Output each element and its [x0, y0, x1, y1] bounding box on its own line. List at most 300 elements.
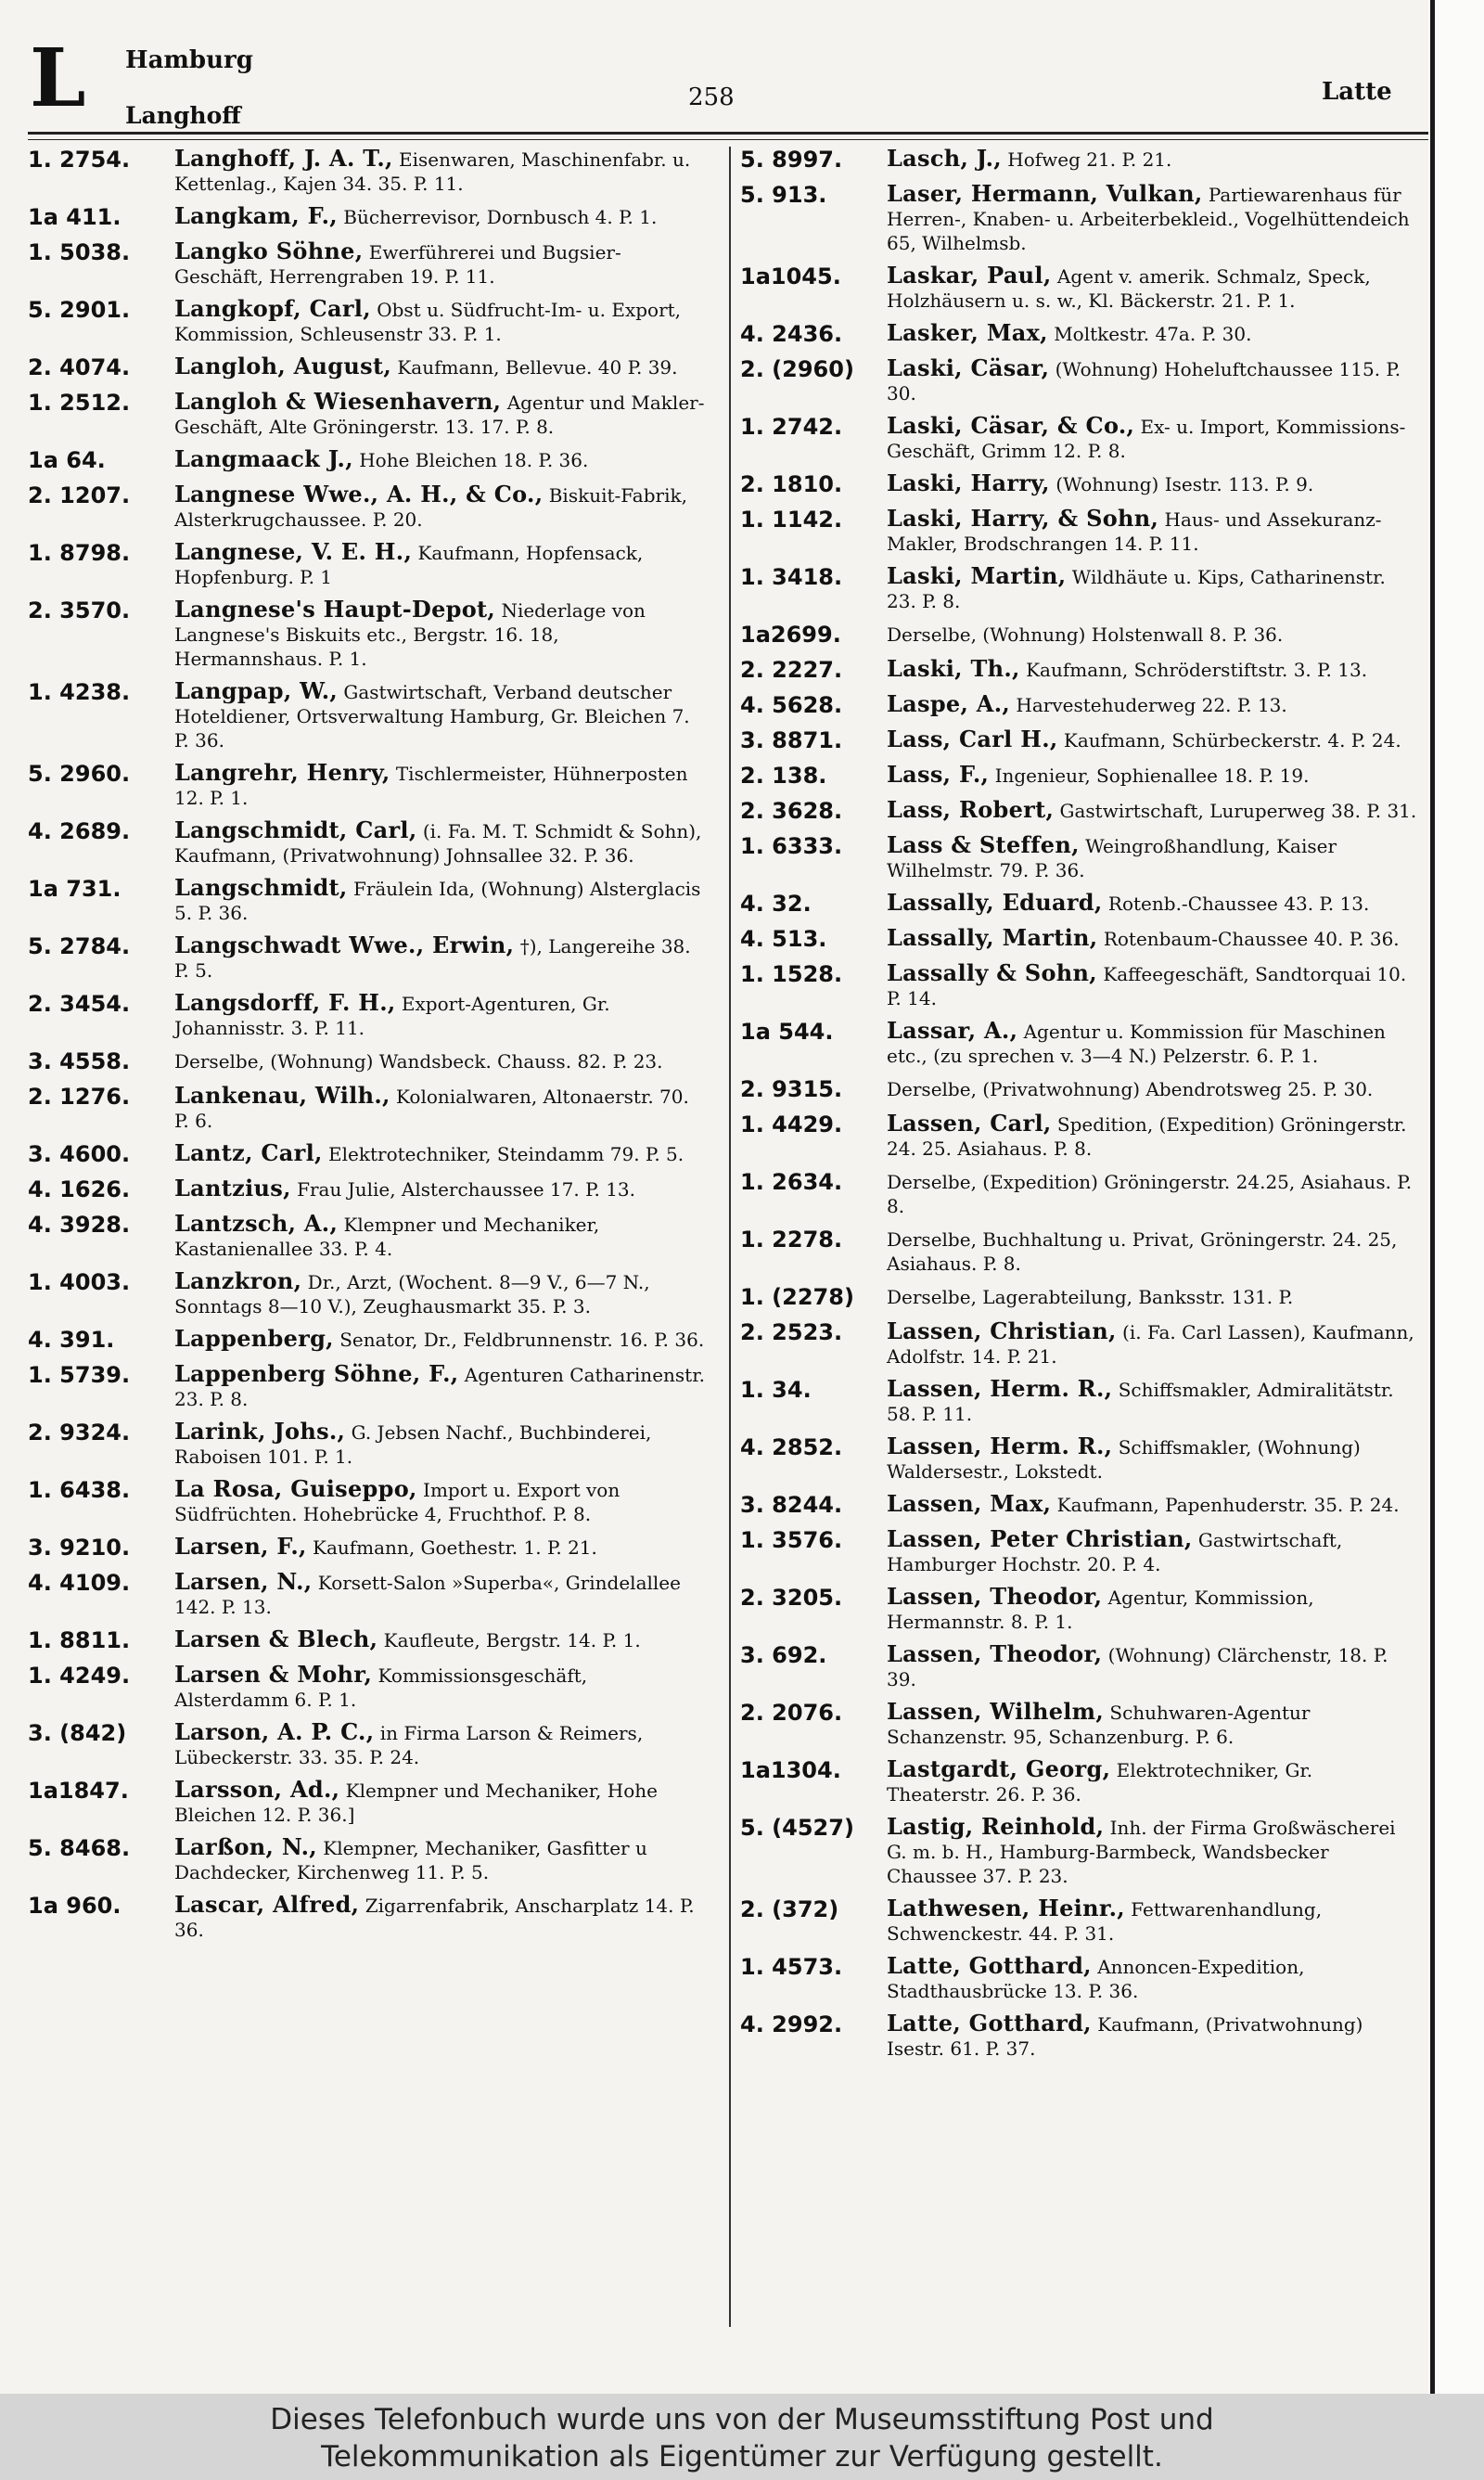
entry-name: Lassally, Eduard, [887, 889, 1103, 916]
entry-description: Kommissionsgeschäft, Alsterdamm 6. P. 1. [174, 1664, 588, 1711]
entry-name: Lassen, Wilhelm, [887, 1698, 1105, 1725]
entry-name: Lantzsch, A., [174, 1210, 339, 1237]
directory-entry [740, 1492, 1426, 1519]
directory-entry [28, 818, 714, 867]
entry-details [887, 961, 1426, 1010]
footer-notice [0, 2394, 1484, 2480]
entry-name: Langsdorff, F. H., [174, 989, 396, 1016]
entry-name: Laser, Hermann, Vulkan, [887, 180, 1203, 207]
entry-name: Lathwesen, Heinr., [887, 1895, 1125, 1921]
directory-entry [740, 182, 1426, 255]
entry-name: Lassen, Theodor, [887, 1640, 1103, 1667]
directory-entry [740, 1284, 1426, 1311]
directory-entry [28, 1835, 714, 1884]
directory-entry [28, 297, 714, 346]
directory-entry [740, 727, 1426, 754]
entry-details [887, 182, 1426, 255]
directory-entry [740, 2011, 1426, 2061]
entry-details [887, 692, 1426, 719]
entry-details [887, 1112, 1426, 1161]
directory-entry [740, 692, 1426, 719]
directory-entry [28, 933, 714, 983]
entry-name: Laspe, A., [887, 690, 1011, 717]
entry-details [887, 1642, 1426, 1691]
entry-name: Lastgardt, Georg, [887, 1755, 1111, 1782]
phone-number: 3. 4558. [28, 1048, 131, 1074]
phone-number: 2. (372) [740, 1896, 839, 1922]
entry-details [887, 263, 1426, 313]
entry-name: Lassen, Herm. R., [887, 1433, 1113, 1459]
entry-description: Import u. Export von Südfrüchten. Hohebrücke 4, Fruchthof. P. 8. [174, 1479, 620, 1525]
left-column [28, 147, 714, 1950]
entry-name: Latte, Gotthard, [887, 1952, 1092, 1979]
entry-details [174, 761, 714, 810]
directory-entry [740, 1434, 1426, 1484]
entry-details [887, 1585, 1426, 1634]
entry-name: Laski, Martin, [887, 562, 1067, 589]
phone-number: 2. 1810. [740, 471, 843, 497]
entry-description: Fettwarenhandlung, Schwenckestr. 44. P. 31. [887, 1898, 1323, 1945]
header-rule-thin [28, 139, 1428, 140]
entry-name: Laski, Harry, & Sohn, [887, 505, 1159, 532]
entry-description: Inh. der Firma Großwäscherei G. m. b. H., Hamburg-Barmbeck, Wandsbecker Chaussee 37. P. 23. [887, 1817, 1396, 1887]
entry-description: Kaufmann, (Privatwohnung) Isestr. 61. P. 37. [887, 2013, 1363, 2060]
entry-description: Hohe Bleichen 18. P. 36. [359, 449, 589, 471]
entry-description: Eisenwaren, Maschinenfabr. u. Kettenlag., Kajen 34. 35. P. 11. [174, 148, 691, 195]
entry-description: Elektrotechniker, Gr. Theaterstr. 26. P. 36. [887, 1759, 1313, 1805]
phone-number: 3. 9210. [28, 1535, 131, 1561]
entry-details [887, 926, 1426, 953]
directory-entry [740, 657, 1426, 684]
phone-number: 3. (842) [28, 1720, 127, 1746]
entry-name: Lastig, Reinhold, [887, 1813, 1105, 1840]
phone-number: 3. 4600. [28, 1141, 131, 1167]
entry-details [887, 564, 1426, 613]
phone-number: 1. 5739. [28, 1362, 131, 1388]
directory-entry [28, 1176, 714, 1203]
entry-name: Larson, A. P. C., [174, 1718, 375, 1745]
directory-entry [28, 679, 714, 752]
entry-details [887, 1284, 1426, 1311]
entry-name: Lappenberg Söhne, F., [174, 1360, 459, 1387]
phone-number: 1a 411. [28, 204, 122, 230]
phone-number: 1a 731. [28, 876, 122, 902]
entry-details [887, 1954, 1426, 2003]
directory-entry [28, 390, 714, 439]
entry-name: Lanzkron, [174, 1267, 302, 1294]
entry-details [174, 598, 714, 671]
entry-description: Derselbe, Lagerabteilung, Banksstr. 131. P. [887, 1286, 1294, 1308]
phone-number: 2. (2960) [740, 356, 854, 382]
entry-details [887, 1377, 1426, 1426]
entry-details [887, 1319, 1426, 1368]
directory-entry [28, 239, 714, 289]
right-column [740, 147, 1426, 2069]
entry-details [887, 1896, 1426, 1946]
entry-details [887, 1700, 1426, 1749]
entry-details [887, 1492, 1426, 1519]
entry-description: Schuhwaren-Agentur Schanzenstr. 95, Schanzenburg. P. 6. [887, 1702, 1311, 1748]
directory-entry [28, 354, 714, 381]
entry-name: Langloh, August, [174, 353, 391, 379]
directory-entry [740, 1319, 1426, 1368]
entry-name: Lassen, Herm. R., [887, 1375, 1113, 1402]
phone-number: 2. 3205. [740, 1585, 843, 1611]
entry-description: Kaffeegeschäft, Sandtorquai 10. P. 14. [887, 963, 1407, 1009]
entry-details [174, 1570, 714, 1619]
entry-name: Laski, Cäsar, & Co., [887, 412, 1135, 439]
entry-description: Kolonialwaren, Altonaerstr. 70. P. 6. [174, 1086, 689, 1132]
entry-name: Larsen & Blech, [174, 1625, 378, 1652]
entry-details [174, 390, 714, 439]
directory-entry [28, 1048, 714, 1075]
entry-details [174, 1720, 714, 1769]
directory-entry [28, 1477, 714, 1526]
directory-entry [28, 1720, 714, 1769]
directory-entry [28, 1778, 714, 1827]
phone-number: 1. 4003. [28, 1269, 131, 1295]
entry-name: Lappenberg, [174, 1325, 334, 1352]
entry-description: Derselbe, (Privatwohnung) Abendrotsweg 25. P. 30. [887, 1078, 1374, 1100]
entry-description: Gastwirtschaft, Verband deutscher Hoteldiener, Ortsverwaltung Hamburg, Gr. Bleichen 7. P. 36. [174, 681, 690, 752]
entry-name: Langrehr, Henry, [174, 759, 390, 786]
entry-details [174, 1535, 714, 1561]
entry-details [174, 1362, 714, 1411]
entry-description: Partiewarenhaus für Herren-, Knaben- u. Arbeiterbekleid., Vogelhüttendeich 65, Wilhelmsb. [887, 184, 1410, 254]
page-number: 258 [688, 84, 735, 111]
directory-entry [740, 1815, 1426, 1888]
entry-details [887, 891, 1426, 918]
directory-entry [740, 926, 1426, 953]
entry-details [174, 679, 714, 752]
phone-number: 3. 8244. [740, 1492, 843, 1518]
entry-details [887, 727, 1426, 754]
phone-number: 1a2699. [740, 622, 841, 648]
directory-entry [740, 961, 1426, 1010]
entry-description: Wildhäute u. Kips, Catharinenstr. 23. P. 8. [887, 566, 1386, 612]
phone-number: 1. 4249. [28, 1663, 131, 1689]
directory-entry [740, 414, 1426, 463]
entry-description: Tischlermeister, Hühnerposten 12. P. 1. [174, 763, 688, 809]
phone-number: 3. 692. [740, 1642, 827, 1668]
entry-details [887, 1227, 1426, 1276]
directory-entry [740, 321, 1426, 348]
entry-description: Annoncen-Expedition, Stadthausbrücke 13. P. 36. [887, 1956, 1305, 2002]
entry-description: Klempner und Mechaniker, Kastanienallee 33. P. 4. [174, 1214, 600, 1260]
entry-name: La Rosa, Guiseppo, [174, 1475, 417, 1502]
entry-description: Zigarrenfabrik, Anscharplatz 14. P. 36. [174, 1895, 695, 1941]
entry-details [174, 147, 714, 196]
entry-name: Laski, Cäsar, [887, 354, 1050, 381]
phone-number: 4. 2992. [740, 2011, 843, 2037]
phone-number: 2. 9324. [28, 1420, 131, 1446]
phone-number: 2. 9315. [740, 1076, 843, 1102]
entry-name: Lass, F., [887, 761, 990, 788]
directory-entry [28, 1570, 714, 1619]
phone-number: 2. 3570. [28, 598, 131, 623]
directory-entry [28, 447, 714, 474]
entry-details [887, 1019, 1426, 1068]
directory-entry [28, 1893, 714, 1942]
entry-description: Niederlage von Langnese's Biskuits etc., Bergstr. 16. 18, Hermannshaus. P. 1. [174, 599, 646, 670]
entry-name: Langpap, W., [174, 677, 339, 704]
entry-name: Lassar, A., [887, 1017, 1018, 1044]
entry-details [174, 1663, 714, 1712]
entry-details [174, 482, 714, 532]
directory-entry [28, 1535, 714, 1561]
entry-description: Klempner und Mechaniker, Hohe Bleichen 12. P. 36.] [174, 1780, 658, 1826]
entry-name: Langschmidt, [174, 874, 348, 901]
directory-entry [740, 1757, 1426, 1806]
entry-name: Langschmidt, Carl, [174, 816, 417, 843]
entry-name: Langschwadt Wwe., Erwin, [174, 932, 515, 958]
entry-name: Lassen, Max, [887, 1490, 1052, 1517]
entry-details [174, 447, 714, 474]
directory-entry [740, 1642, 1426, 1691]
directory-entry [28, 1420, 714, 1469]
directory-entry [740, 356, 1426, 405]
entry-description: Gastwirtschaft, Luruperweg 38. P. 31. [1059, 800, 1417, 822]
entry-details [174, 1778, 714, 1827]
directory-entry [28, 1141, 714, 1168]
entry-description: Agentur, Kommission, Hermannstr. 8. P. 1. [887, 1587, 1314, 1633]
phone-number: 4. 2436. [740, 321, 843, 347]
binding-edge-line [1430, 0, 1435, 2394]
directory-entry [740, 1377, 1426, 1426]
entry-description: Kaufmann, Papenhuderstr. 35. P. 24. [1056, 1494, 1400, 1516]
footer-line-2: Telekommunikation als Eigentümer zur Verfügung gestellt. [321, 2440, 1163, 2474]
entry-description: Kaufmann, Schürbeckerstr. 4. P. 24. [1063, 729, 1401, 752]
phone-number: 1. 3418. [740, 564, 843, 590]
entry-details [174, 354, 714, 381]
directory-entry [740, 798, 1426, 825]
entry-description: Hofweg 21. P. 21. [1007, 148, 1172, 171]
entry-description: Gastwirtschaft, Hamburger Hochstr. 20. P. 4. [887, 1529, 1343, 1575]
directory-entry [28, 204, 714, 231]
phone-number: 1. 8811. [28, 1627, 131, 1653]
entry-name: Lankenau, Wilh., [174, 1082, 390, 1109]
directory-entry [28, 761, 714, 810]
entry-description: Schiffsmakler, Admiralitätstr. 58. P. 11. [887, 1379, 1394, 1425]
phone-number: 1. 6438. [28, 1477, 131, 1503]
entry-description: Derselbe, (Wohnung) Holstenwall 8. P. 36. [887, 623, 1284, 646]
entry-details [174, 1141, 714, 1168]
entry-details [887, 622, 1426, 649]
entry-description: Kaufmann, Schröderstiftstr. 3. P. 13. [1026, 659, 1368, 681]
footer-line-1: Dieses Telefonbuch wurde uns von der Museumsstiftung Post und [270, 2403, 1214, 2436]
phone-number: 4. 2852. [740, 1434, 843, 1460]
entry-details [887, 321, 1426, 348]
directory-entry [28, 991, 714, 1040]
directory-entry [740, 763, 1426, 790]
entry-details [887, 798, 1426, 825]
entry-description: Agenturen Catharinenstr. 23. P. 8. [174, 1364, 705, 1410]
entry-name: Lasch, J., [887, 145, 1002, 172]
directory-entry [28, 540, 714, 589]
entry-description: Elektrotechniker, Steindamm 79. P. 5. [328, 1143, 684, 1165]
header-city: Hamburg [125, 46, 253, 74]
entry-name: Laski, Th., [887, 655, 1020, 682]
directory-entry [740, 1227, 1426, 1276]
directory-entry [740, 891, 1426, 918]
entry-description: (Wohnung) Clärchenstr, 18. P. 39. [887, 1644, 1388, 1690]
directory-entry [740, 1896, 1426, 1946]
phone-number: 4. 32. [740, 891, 812, 917]
entry-name: Lassen, Christian, [887, 1317, 1117, 1344]
directory-entry [28, 1269, 714, 1318]
entry-name: Lass, Robert, [887, 796, 1055, 823]
directory-entry [28, 147, 714, 196]
entry-name: Lass, Carl H., [887, 726, 1058, 752]
entry-description: Kaufmann, Hopfensack, Hopfenburg. P. 1 [174, 542, 644, 588]
entry-details [174, 1048, 714, 1075]
entry-description: Derselbe, (Wohnung) Wandsbeck. Chauss. 82. P. 23. [174, 1050, 663, 1073]
entry-description: (Wohnung) Isestr. 113. P. 9. [1055, 473, 1314, 495]
entry-description: Derselbe, Buchhaltung u. Privat, Gröningerstr. 24. 25, Asiahaus. P. 8. [887, 1228, 1398, 1275]
entry-details [887, 507, 1426, 556]
entry-details [887, 356, 1426, 405]
directory-entry [28, 1084, 714, 1133]
entry-details [887, 1527, 1426, 1576]
entry-description: Harvestehuderweg 22. P. 13. [1016, 694, 1287, 716]
directory-entry [740, 1076, 1426, 1103]
phone-number: 1. 4429. [740, 1112, 843, 1137]
entry-name: Langnese's Haupt-Depot, [174, 596, 496, 623]
entry-details [887, 833, 1426, 882]
entry-description: Kaufmann, Goethestr. 1. P. 21. [313, 1536, 597, 1559]
entry-name: Lassen, Carl, [887, 1110, 1052, 1137]
entry-description: (i. Fa. Carl Lassen), Kaufmann, Adolfstr. 14. P. 21. [887, 1321, 1414, 1368]
entry-name: Larsson, Ad., [174, 1776, 340, 1803]
phone-number: 1. 2742. [740, 414, 843, 440]
phone-number: 2. 1207. [28, 482, 131, 508]
phone-number: 3. 8871. [740, 727, 843, 753]
entry-name: Lascar, Alfred, [174, 1891, 360, 1918]
entry-description: Ex- u. Import, Kommissions-Geschäft, Grimm 12. P. 8. [887, 416, 1406, 462]
directory-entry [740, 1700, 1426, 1749]
directory-entry [28, 1327, 714, 1354]
phone-number: 5. 913. [740, 182, 827, 208]
entry-description: in Firma Larson & Reimers, Lübeckerstr. 33. 35. P. 24. [174, 1722, 644, 1768]
directory-entry [28, 876, 714, 925]
phone-number: 2. 2076. [740, 1700, 843, 1726]
entry-description: Ingenieur, Sophienallee 18. P. 19. [994, 765, 1310, 787]
section-letter: L [30, 32, 86, 125]
directory-entry [740, 147, 1426, 173]
entry-description: Biskuit-Fabrik, Alsterkrugchaussee. P. 20. [174, 484, 687, 531]
entry-details [174, 239, 714, 289]
phone-number: 4. 3928. [28, 1212, 131, 1238]
entry-description: Agent v. amerik. Schmalz, Speck, Holzhäusern u. s. w., Kl. Bäckerstr. 21. P. 1. [887, 265, 1371, 312]
entry-name: Larink, Johs., [174, 1418, 346, 1445]
entry-details [174, 933, 714, 983]
phone-number: 1. (2278) [740, 1284, 854, 1310]
header-first-entry: Langhoff [125, 102, 241, 129]
phone-number: 4. 391. [28, 1327, 115, 1353]
directory-entry [740, 622, 1426, 649]
phone-number: 4. 513. [740, 926, 827, 952]
phone-number: 1. 2754. [28, 147, 131, 173]
phone-number: 1. 2278. [740, 1227, 843, 1253]
phone-number: 1a1045. [740, 263, 841, 289]
entry-description: Spedition, (Expedition) Gröningerstr. 24. 25. Asiahaus. P. 8. [887, 1113, 1407, 1160]
phone-number: 1. 8798. [28, 540, 131, 566]
entry-details [174, 1212, 714, 1261]
entry-description: Moltkestr. 47a. P. 30. [1054, 323, 1252, 345]
entry-name: Lantz, Carl, [174, 1139, 323, 1166]
entry-description: Frau Julie, Alsterchaussee 17. P. 13. [297, 1178, 636, 1201]
entry-name: Lantzius, [174, 1175, 291, 1201]
phone-number: 4. 5628. [740, 692, 843, 718]
entry-details [887, 414, 1426, 463]
entry-details [174, 1420, 714, 1469]
entry-name: Larßon, N., [174, 1833, 317, 1860]
entry-description: †), Langereihe 38. P. 5. [174, 935, 691, 982]
entry-name: Lassen, Peter Christian, [887, 1525, 1193, 1552]
entry-description: Agentur u. Kommission für Maschinen etc., (zu sprechen v. 3—4 N.) Pelzerstr. 6. P. 1. [887, 1021, 1386, 1067]
entry-name: Langloh & Wiesenhavern, [174, 388, 502, 415]
entry-details [174, 818, 714, 867]
directory-entry [740, 1527, 1426, 1576]
phone-number: 1. 6333. [740, 833, 843, 859]
directory-entry [740, 1585, 1426, 1634]
entry-description: Rotenbaum-Chaussee 40. P. 36. [1103, 928, 1400, 950]
entry-description: G. Jebsen Nachf., Buchbinderei, Raboisen 101. P. 1. [174, 1421, 652, 1468]
entry-name: Larsen & Mohr, [174, 1661, 373, 1688]
phone-number: 1a 64. [28, 447, 106, 473]
directory-entry [28, 598, 714, 671]
entry-name: Larsen, N., [174, 1568, 313, 1595]
entry-details [174, 1835, 714, 1884]
entry-description: Kaufmann, Bellevue. 40 P. 39. [397, 356, 678, 379]
entry-details [887, 2011, 1426, 2061]
entry-name: Langhoff, J. A. T., [174, 145, 393, 172]
header-rule [28, 132, 1428, 135]
entry-description: Agentur und Makler-Geschäft, Alte Gröningerstr. 13. 17. P. 8. [174, 392, 705, 438]
entry-details [174, 1893, 714, 1942]
entry-description: Schiffsmakler, (Wohnung) Waldersestr., Lokstedt. [887, 1436, 1361, 1483]
phone-number: 4. 2689. [28, 818, 131, 844]
phone-number: 5. 8997. [740, 147, 843, 173]
entry-description: Fräulein Ida, (Wohnung) Alsterglacis 5. P. 36. [174, 878, 701, 924]
entry-details [174, 991, 714, 1040]
entry-description: Derselbe, (Expedition) Gröningerstr. 24.25, Asiahaus. P. 8. [887, 1171, 1413, 1217]
phone-number: 2. 2227. [740, 657, 843, 683]
directory-entry [28, 1627, 714, 1654]
phone-number: 1. 1142. [740, 507, 843, 533]
phone-number: 1a 544. [740, 1019, 834, 1045]
entry-description: (i. Fa. M. T. Schmidt & Sohn), Kaufmann, (Privatwohnung) Johnsallee 32. P. 36. [174, 820, 702, 867]
phone-number: 1. 2634. [740, 1169, 843, 1195]
entry-details [887, 763, 1426, 790]
phone-number: 1a 960. [28, 1893, 122, 1919]
entry-name: Larsen, F., [174, 1533, 307, 1560]
entry-description: Rotenb.-Chaussee 43. P. 13. [1107, 893, 1370, 915]
phone-number: 1a1304. [740, 1757, 841, 1783]
entry-details [887, 1169, 1426, 1218]
entry-details [174, 204, 714, 231]
header-last-entry: Latte [1322, 78, 1392, 106]
phone-number: 4. 1626. [28, 1176, 131, 1202]
directory-entry [28, 482, 714, 532]
entry-details [174, 1627, 714, 1654]
entry-details [174, 297, 714, 346]
entry-name: Langnese Wwe., A. H., & Co., [174, 481, 544, 508]
phone-number: 2. 4074. [28, 354, 131, 380]
entry-name: Lass & Steffen, [887, 831, 1080, 858]
phone-number: 5. 2960. [28, 761, 131, 787]
phone-number: 1a1847. [28, 1778, 129, 1804]
